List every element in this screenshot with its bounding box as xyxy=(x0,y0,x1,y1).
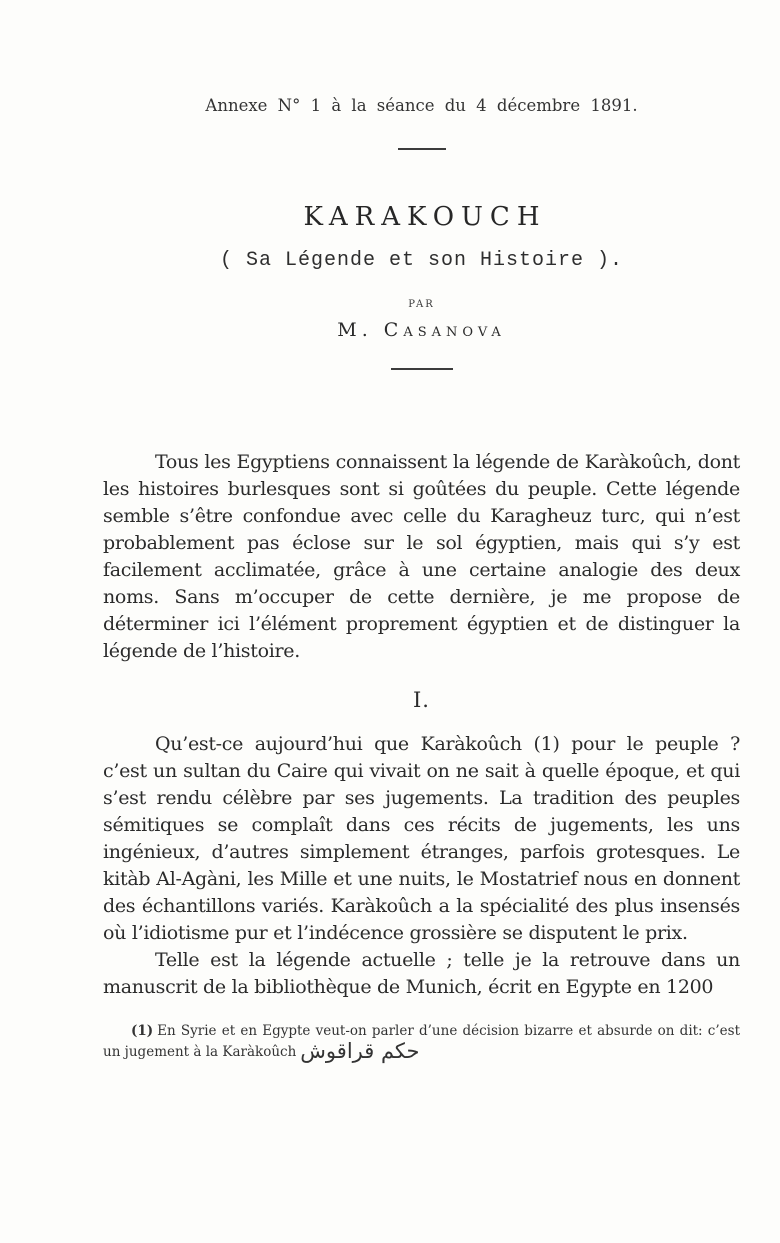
top-divider-rule xyxy=(398,148,446,150)
section-heading-one: I. xyxy=(413,688,430,712)
byline-par-label: PAR xyxy=(408,299,435,310)
footnote-arabic-text: حكم قراقوش xyxy=(300,1039,420,1063)
footnote xyxy=(103,1021,740,1063)
paragraph-legend: Qu’est-ce aujourd’hui que Karàkoûch (1) pour le peuple ? c’est un sultan du Caire qui vivait on ne sait à quelle époque, et qui s’est rendu célèbre par ses jugements. La tradition des peuples sémitiques se complaît dans ces récits de jugements, les uns ingénieux, d’autres simplement étranges, parfois grotesques. Le kitàb Al-Agàni, les Mille et une nuits, le Mostatrief nous en donnent des échantillons variés. Karàkoûch a la spécialité des plus insensés où l’idiotisme pur et l’indécence grossière se disputent le prix. xyxy=(103,733,740,944)
paragraph-intro: Tous les Egyptiens connaissent la légende de Karàkoûch, dont les histoires burlesques sont si goûtées du peuple. Cette légende semble s’être confondue avec celle du Karagheuz turc, qui n’est probablement pas éclose sur le sol égyptien, mais qui s’y est facilement acclimatée, grâce à une certaine analogie des deux noms. Sans m’occuper de cette dernière, je me propose de déterminer ici l’élément proprement égyptien et de distinguer la légende de l’histoire. xyxy=(103,451,740,662)
author-name: M. Casanova xyxy=(337,319,506,341)
page-subtitle: ( Sa Légende et son Histoire ). xyxy=(219,249,624,272)
paragraph-manuscript: Telle est la légende actuelle ; telle je la retrouve dans un manuscrit de la bibliothèque de Munich, écrit en Egypte en 1200 xyxy=(103,949,740,998)
annex-heading: Annexe N° 1 à la séance du 4 décembre 1891. xyxy=(205,96,638,115)
page-title: KARAKOUCH xyxy=(303,202,547,232)
author-divider-rule xyxy=(391,368,453,370)
footnote-marker: (1) xyxy=(131,1023,154,1039)
footnote-text: En Syrie et en Egypte veut-on parler d’une décision bizarre et absurde on dit: c’est un jugement à la Karàkoûch xyxy=(103,1023,740,1060)
